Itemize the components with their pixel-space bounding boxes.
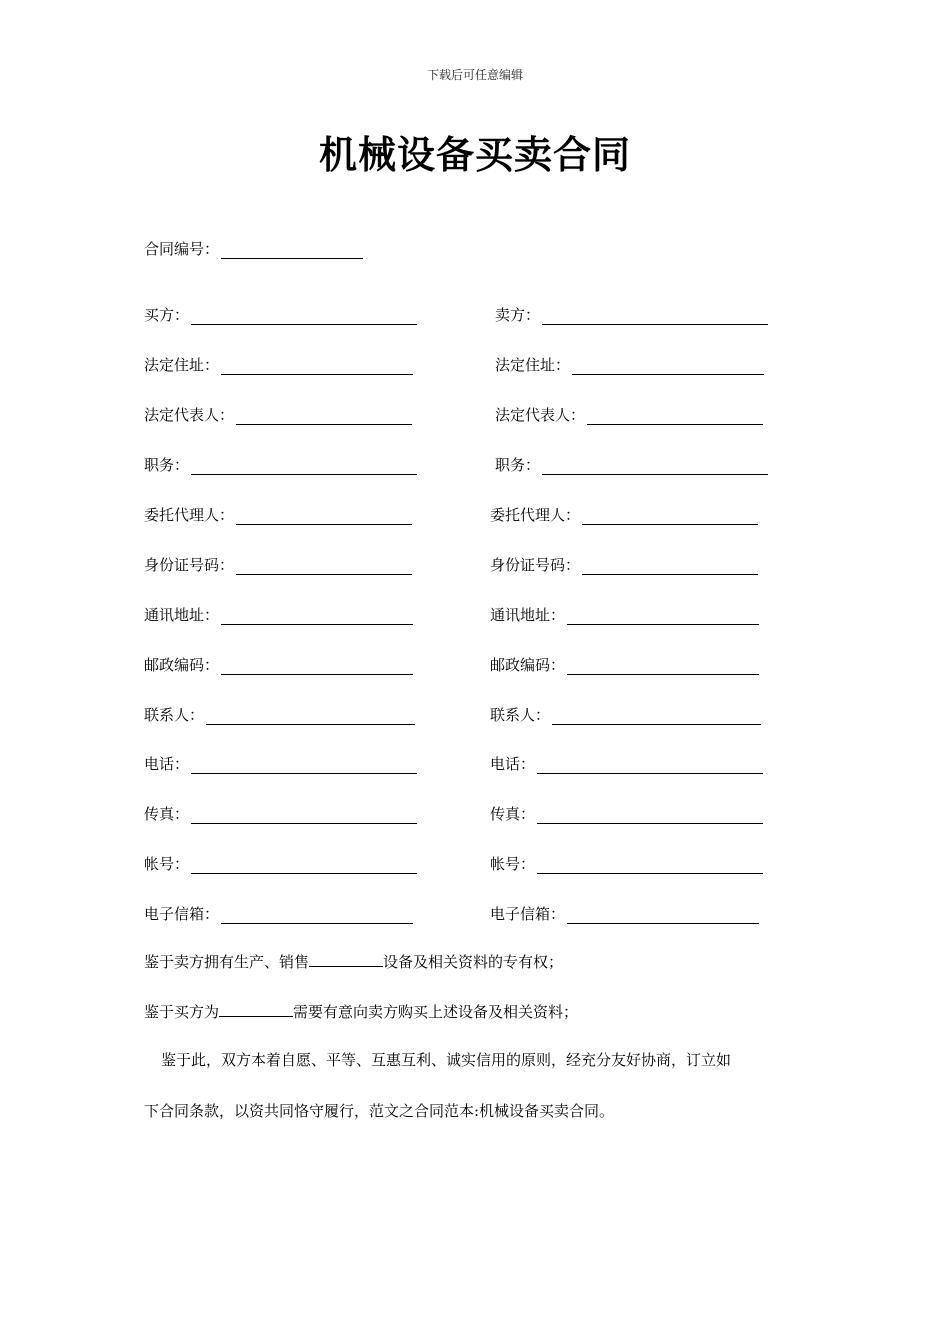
buyer-position-blank[interactable] xyxy=(191,458,417,475)
buyer-address-field xyxy=(144,353,413,375)
seller-position-label: 职务： xyxy=(495,456,541,474)
recital-3-line-1: 鉴于此，双方本着自愿、平等、互惠互利、诚实信用的原则，经充分友好协商，订立如 xyxy=(161,1051,732,1069)
seller-agent-field xyxy=(490,503,758,525)
buyer-id-field xyxy=(144,553,412,575)
buyer-phone-blank[interactable] xyxy=(191,757,417,774)
seller-mail-address-field xyxy=(490,603,759,625)
recital-3-line-2: 下合同条款，以资共同恪守履行，范文之合同范本:机械设备买卖合同。 xyxy=(144,1102,615,1120)
buyer-account-label: 帐号： xyxy=(144,855,190,873)
header-note: 下载后可任意编辑 xyxy=(426,68,523,82)
buyer-contact-field xyxy=(144,703,415,725)
contract-number-label: 合同编号： xyxy=(144,240,220,258)
recital-2-text-after: 需要有意向卖方购买上述设备及相关资料； xyxy=(293,1003,579,1021)
seller-id-field xyxy=(490,553,758,575)
buyer-fax-field xyxy=(144,802,417,824)
buyer-postcode-blank[interactable] xyxy=(221,658,413,675)
recital-2-blank[interactable] xyxy=(219,1000,293,1017)
buyer-party-label: 买方： xyxy=(144,306,190,324)
seller-postcode-field xyxy=(490,653,759,675)
buyer-id-blank[interactable] xyxy=(236,558,412,575)
seller-address-blank[interactable] xyxy=(572,358,764,375)
buyer-agent-label: 委托代理人： xyxy=(144,506,235,524)
seller-contact-field xyxy=(490,703,761,725)
recital-1 xyxy=(144,950,563,973)
seller-address-field xyxy=(495,353,764,375)
seller-contact-blank[interactable] xyxy=(552,708,761,725)
buyer-contact-label: 联系人： xyxy=(144,706,205,724)
seller-phone-field xyxy=(490,752,763,774)
buyer-fax-blank[interactable] xyxy=(191,807,417,824)
buyer-address-blank[interactable] xyxy=(221,358,413,375)
seller-id-label: 身份证号码： xyxy=(490,556,581,574)
buyer-position-field xyxy=(144,453,417,475)
buyer-email-label: 电子信箱： xyxy=(144,905,220,923)
recital-1-blank[interactable] xyxy=(309,950,383,967)
recital-2-text-before: 鉴于买方为 xyxy=(144,1003,220,1021)
buyer-postcode-label: 邮政编码： xyxy=(144,656,220,674)
seller-phone-blank[interactable] xyxy=(537,757,763,774)
seller-party-field xyxy=(495,303,768,325)
document-title: 机械设备买卖合同 xyxy=(318,132,631,177)
buyer-fax-label: 传真： xyxy=(144,805,190,823)
seller-contact-label: 联系人： xyxy=(490,706,551,724)
seller-position-blank[interactable] xyxy=(542,458,768,475)
buyer-party-blank[interactable] xyxy=(191,308,417,325)
buyer-mail-address-field xyxy=(144,603,413,625)
seller-account-blank[interactable] xyxy=(537,857,763,874)
seller-account-field xyxy=(490,852,763,874)
contract-number-field xyxy=(144,237,363,259)
buyer-party-field xyxy=(144,303,417,325)
buyer-account-field xyxy=(144,852,417,874)
seller-representative-label: 法定代表人： xyxy=(495,406,586,424)
recital-2 xyxy=(144,1000,578,1023)
seller-mail-address-blank[interactable] xyxy=(567,608,759,625)
seller-party-label: 卖方： xyxy=(495,306,541,324)
seller-mail-address-label: 通讯地址： xyxy=(490,606,566,624)
recital-1-text-after: 设备及相关资料的专有权； xyxy=(383,953,564,971)
buyer-mail-address-blank[interactable] xyxy=(221,608,413,625)
buyer-email-field xyxy=(144,902,413,924)
buyer-postcode-field xyxy=(144,653,413,675)
seller-postcode-blank[interactable] xyxy=(567,658,759,675)
seller-email-label: 电子信箱： xyxy=(490,905,566,923)
seller-agent-label: 委托代理人： xyxy=(490,506,581,524)
seller-postcode-label: 邮政编码： xyxy=(490,656,566,674)
seller-email-field xyxy=(490,902,759,924)
contract-number-blank[interactable] xyxy=(221,242,363,259)
recital-1-text-before: 鉴于卖方拥有生产、销售 xyxy=(144,953,310,971)
seller-fax-label: 传真： xyxy=(490,805,536,823)
seller-fax-blank[interactable] xyxy=(537,807,763,824)
seller-address-label: 法定住址： xyxy=(495,356,571,374)
seller-position-field xyxy=(495,453,768,475)
buyer-mail-address-label: 通讯地址： xyxy=(144,606,220,624)
buyer-representative-label: 法定代表人： xyxy=(144,406,235,424)
buyer-representative-field xyxy=(144,403,412,425)
seller-party-blank[interactable] xyxy=(542,308,768,325)
seller-representative-blank[interactable] xyxy=(587,408,763,425)
seller-account-label: 帐号： xyxy=(490,855,536,873)
buyer-contact-blank[interactable] xyxy=(206,708,415,725)
seller-fax-field xyxy=(490,802,763,824)
seller-email-blank[interactable] xyxy=(567,907,759,924)
buyer-email-blank[interactable] xyxy=(221,907,413,924)
buyer-account-blank[interactable] xyxy=(191,857,417,874)
buyer-id-label: 身份证号码： xyxy=(144,556,235,574)
buyer-position-label: 职务： xyxy=(144,456,190,474)
buyer-representative-blank[interactable] xyxy=(236,408,412,425)
buyer-agent-blank[interactable] xyxy=(236,508,412,525)
buyer-agent-field xyxy=(144,503,412,525)
seller-phone-label: 电话： xyxy=(490,755,536,773)
seller-representative-field xyxy=(495,403,763,425)
seller-agent-blank[interactable] xyxy=(582,508,758,525)
buyer-address-label: 法定住址： xyxy=(144,356,220,374)
buyer-phone-label: 电话： xyxy=(144,755,190,773)
buyer-phone-field xyxy=(144,752,417,774)
seller-id-blank[interactable] xyxy=(582,558,758,575)
